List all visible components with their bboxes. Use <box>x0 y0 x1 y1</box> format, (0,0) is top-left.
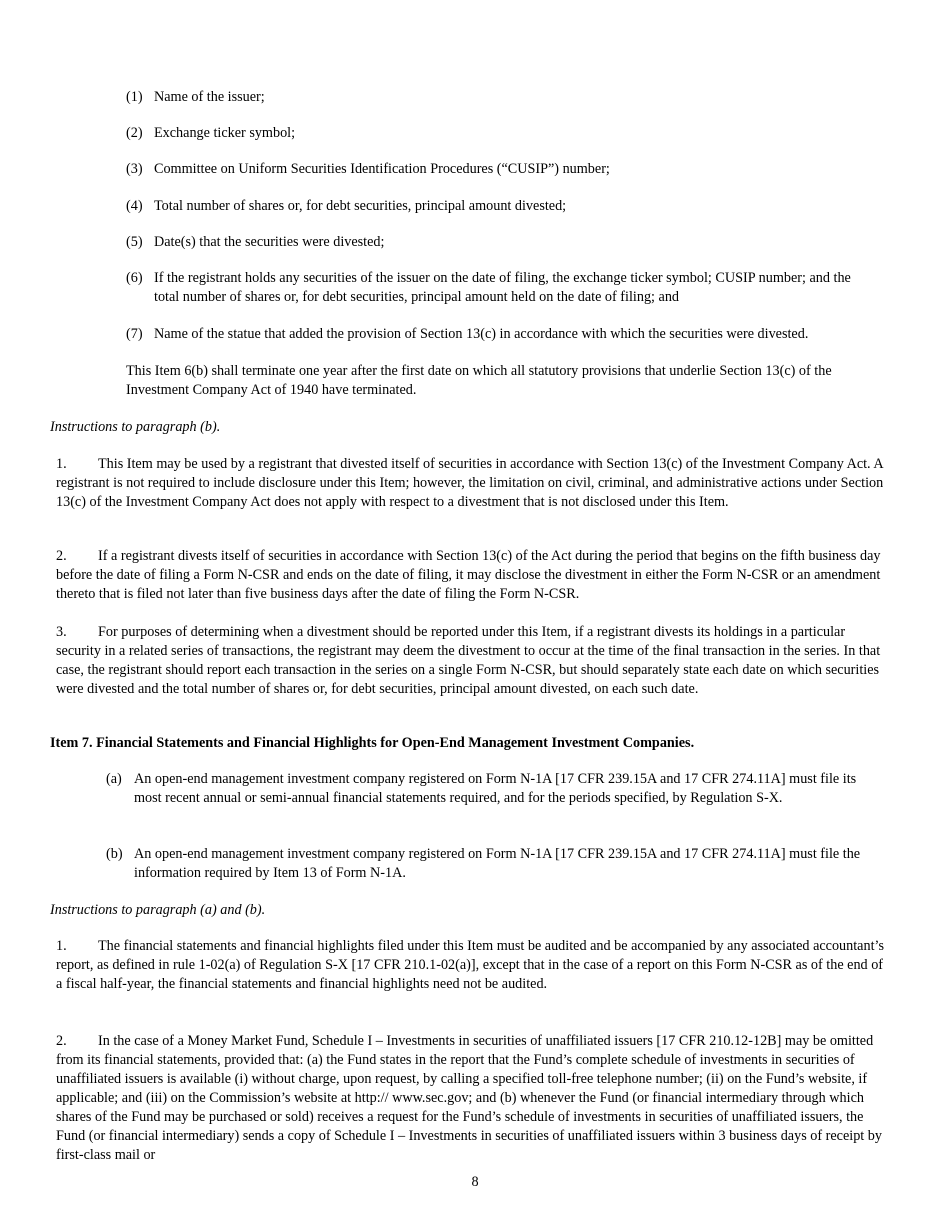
list-item <box>126 325 906 344</box>
list-item <box>126 197 906 216</box>
list-number: (5) <box>126 234 143 250</box>
instructions-heading: Instructions to paragraph (a) and (b). <box>50 902 266 918</box>
instruction-text: In the case of a Money Market Fund, Schedule I – Investments in securities of unaffiliated issuers [17 CFR 210.12-12B] may be omitted from its financial statements, provided that: (a) the Fund states in the report that the Fund’s complete schedule of investments in securities of unaffiliated issuers is available (i) without charge, upon request, by calling a specified toll-free telephone number; (ii) on the Fund’s website, if applicable; and (iii) on the Commission’s website at http:// www.sec.gov; and (b) whenever the Fund (or financial intermediary through which shares of the Fund may be purchased or sold) receives a request for the Fund’s schedule of investments in securities of unaffiliated issuers, the Fund (or financial intermediary) sends a copy of Schedule I – Investments in securities of unaffiliated issuers within 3 business days of receipt by first-class mail or <box>56 1033 882 1163</box>
list-item <box>126 124 906 143</box>
list-item <box>126 233 906 252</box>
list-text: Date(s) that the securities were divested; <box>154 234 385 250</box>
list-text: Exchange ticker symbol; <box>154 125 296 141</box>
list-number: (a) <box>106 771 122 787</box>
instruction-number: 3. <box>56 624 67 640</box>
instruction-item <box>56 1032 892 1165</box>
list-number: (4) <box>126 198 143 214</box>
list-number: (1) <box>126 89 143 105</box>
list-number: (b) <box>106 846 123 862</box>
instruction-text: If a registrant divests itself of securities in accordance with Section 13(c) of the Act during the period that begins on the fifth business day before the date of filing a Form N-CSR and ends on the date of filing, it may disclose the divestment in either the Form N-CSR or an amendment thereto that is filed not later than five business days after the date of filing the Form N-CSR. <box>56 548 881 602</box>
list-number: (2) <box>126 125 143 141</box>
list-text: Name of the issuer; <box>154 89 265 105</box>
list-number: (3) <box>126 161 143 177</box>
instruction-number: 1. <box>56 938 67 954</box>
instruction-number: 1. <box>56 456 67 472</box>
instruction-item <box>56 937 892 994</box>
list-number: (7) <box>126 326 143 342</box>
list-item <box>106 770 876 808</box>
instruction-item <box>56 623 892 699</box>
instruction-text: This Item may be used by a registrant that divested itself of securities in accordance with Section 13(c) of the Investment Company Act. A registrant is not required to include disclosure under this Item; however, the limitation on civil, criminal, and administrative actions under Section 13(c) of the Investment Company Act does not apply with respect to a divestment that is not disclosed under this Item. <box>56 456 884 510</box>
list-number: (6) <box>126 270 143 286</box>
item7-heading: Item 7. Financial Statements and Financial Highlights for Open-End Management Investment Companies. <box>50 735 695 751</box>
list-text: If the registrant holds any securities of the issuer on the date of filing, the exchange ticker symbol; CUSIP number; and the total number of shares or, for debt securities, principal amount held on the date of filing; and <box>154 270 851 305</box>
instruction-item <box>56 547 892 604</box>
instruction-text: The financial statements and financial highlights filed under this Item must be audited and be accompanied by any associated accountant’s report, as defined in rule 1-02(a) of Regulation S-X [17 CFR 210.1-02(a)], except that in the case of a report on this Form N-CSR as of the end of a fiscal half-year, the financial statements and financial highlights need not be audited. <box>56 938 884 992</box>
page-number: 8 <box>471 1174 479 1190</box>
instruction-text: For purposes of determining when a divestment should be reported under this Item, if a registrant divests its holdings in a particular security in a related series of transactions, the registrant may deem the divestment to occur at the time of the final transaction in the series. In that case, the registrant should report each transaction in the series on a single Form N-CSR, but should separately state each date on which securities were divested and the total number of shares or, for debt securities, principal amount divested, on each such date. <box>56 624 881 697</box>
list-text: An open-end management investment company registered on Form N-1A [17 CFR 239.15A and 17 CFR 274.11A] must file the information required by Item 13 of Form N-1A. <box>134 846 861 881</box>
instruction-number: 2. <box>56 1033 67 1049</box>
list-text: An open-end management investment company registered on Form N-1A [17 CFR 239.15A and 17 CFR 274.11A] must file its most recent annual or semi-annual financial statements required, and for the periods specified, by Regulation S-X. <box>134 771 857 806</box>
instruction-item <box>56 455 892 512</box>
list-text: Total number of shares or, for debt securities, principal amount divested; <box>154 198 567 214</box>
list-text: Committee on Uniform Securities Identification Procedures (“CUSIP”) number; <box>154 161 610 177</box>
list-text: Name of the statue that added the provision of Section 13(c) in accordance with which the securities were divested. <box>154 326 809 342</box>
list-item <box>126 88 906 107</box>
list-item <box>126 160 906 179</box>
instructions-heading: Instructions to paragraph (b). <box>50 419 221 435</box>
termination-paragraph: This Item 6(b) shall terminate one year after the first date on which all statutory provisions that underlie Section 13(c) of the Investment Company Act of 1940 have terminated. <box>126 363 832 398</box>
instruction-number: 2. <box>56 548 67 564</box>
list-item <box>106 845 896 883</box>
list-item <box>126 269 866 307</box>
